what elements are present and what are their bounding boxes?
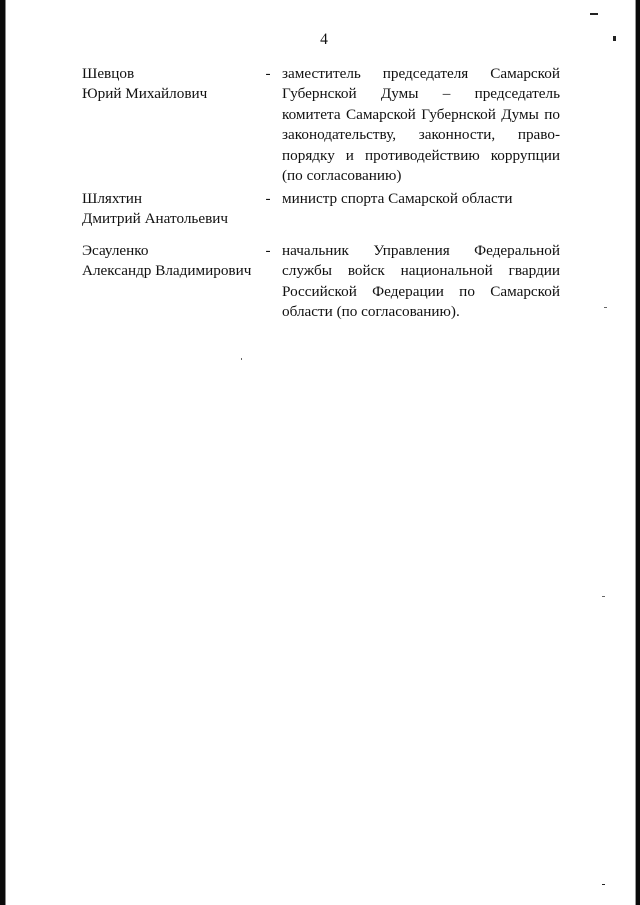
scan-artifact xyxy=(602,884,605,885)
member-surname: Шевцов xyxy=(82,65,135,82)
member-given-names: Александр Владимирович xyxy=(82,262,252,280)
member-position: заместитель председателя Самарской Губернской Думы – председатель комитета Самарской Губернской Думы по законодательству, законности, право-порядку и противодействию коррупции (по согласованию) xyxy=(282,65,560,185)
member-surname: Шляхтин xyxy=(82,190,142,207)
member-position: начальник Управления Федеральной службы войск национальной гвардии Российской Федерации по Самарской области (по согласованию). xyxy=(282,242,560,321)
member-position: министр спорта Самарской области xyxy=(282,190,513,207)
separator-dash: - xyxy=(265,190,271,207)
scan-left-edge xyxy=(0,0,5,905)
scan-artifact xyxy=(602,596,605,597)
member-name xyxy=(82,241,262,282)
scan-right-edge xyxy=(636,0,640,905)
member-surname: Эсауленко xyxy=(82,242,149,259)
member-given-names: Юрий Михайлович xyxy=(82,85,208,103)
member-name xyxy=(82,64,262,105)
scan-artifact xyxy=(590,13,598,15)
member-name xyxy=(82,189,262,230)
member-given-names: Дмитрий Анатольевич xyxy=(82,210,229,228)
separator-dash: - xyxy=(265,65,271,82)
separator-dash: - xyxy=(265,242,271,259)
scan-artifact xyxy=(241,358,242,360)
scan-artifact xyxy=(604,307,607,308)
page-number: 4 xyxy=(320,31,328,48)
